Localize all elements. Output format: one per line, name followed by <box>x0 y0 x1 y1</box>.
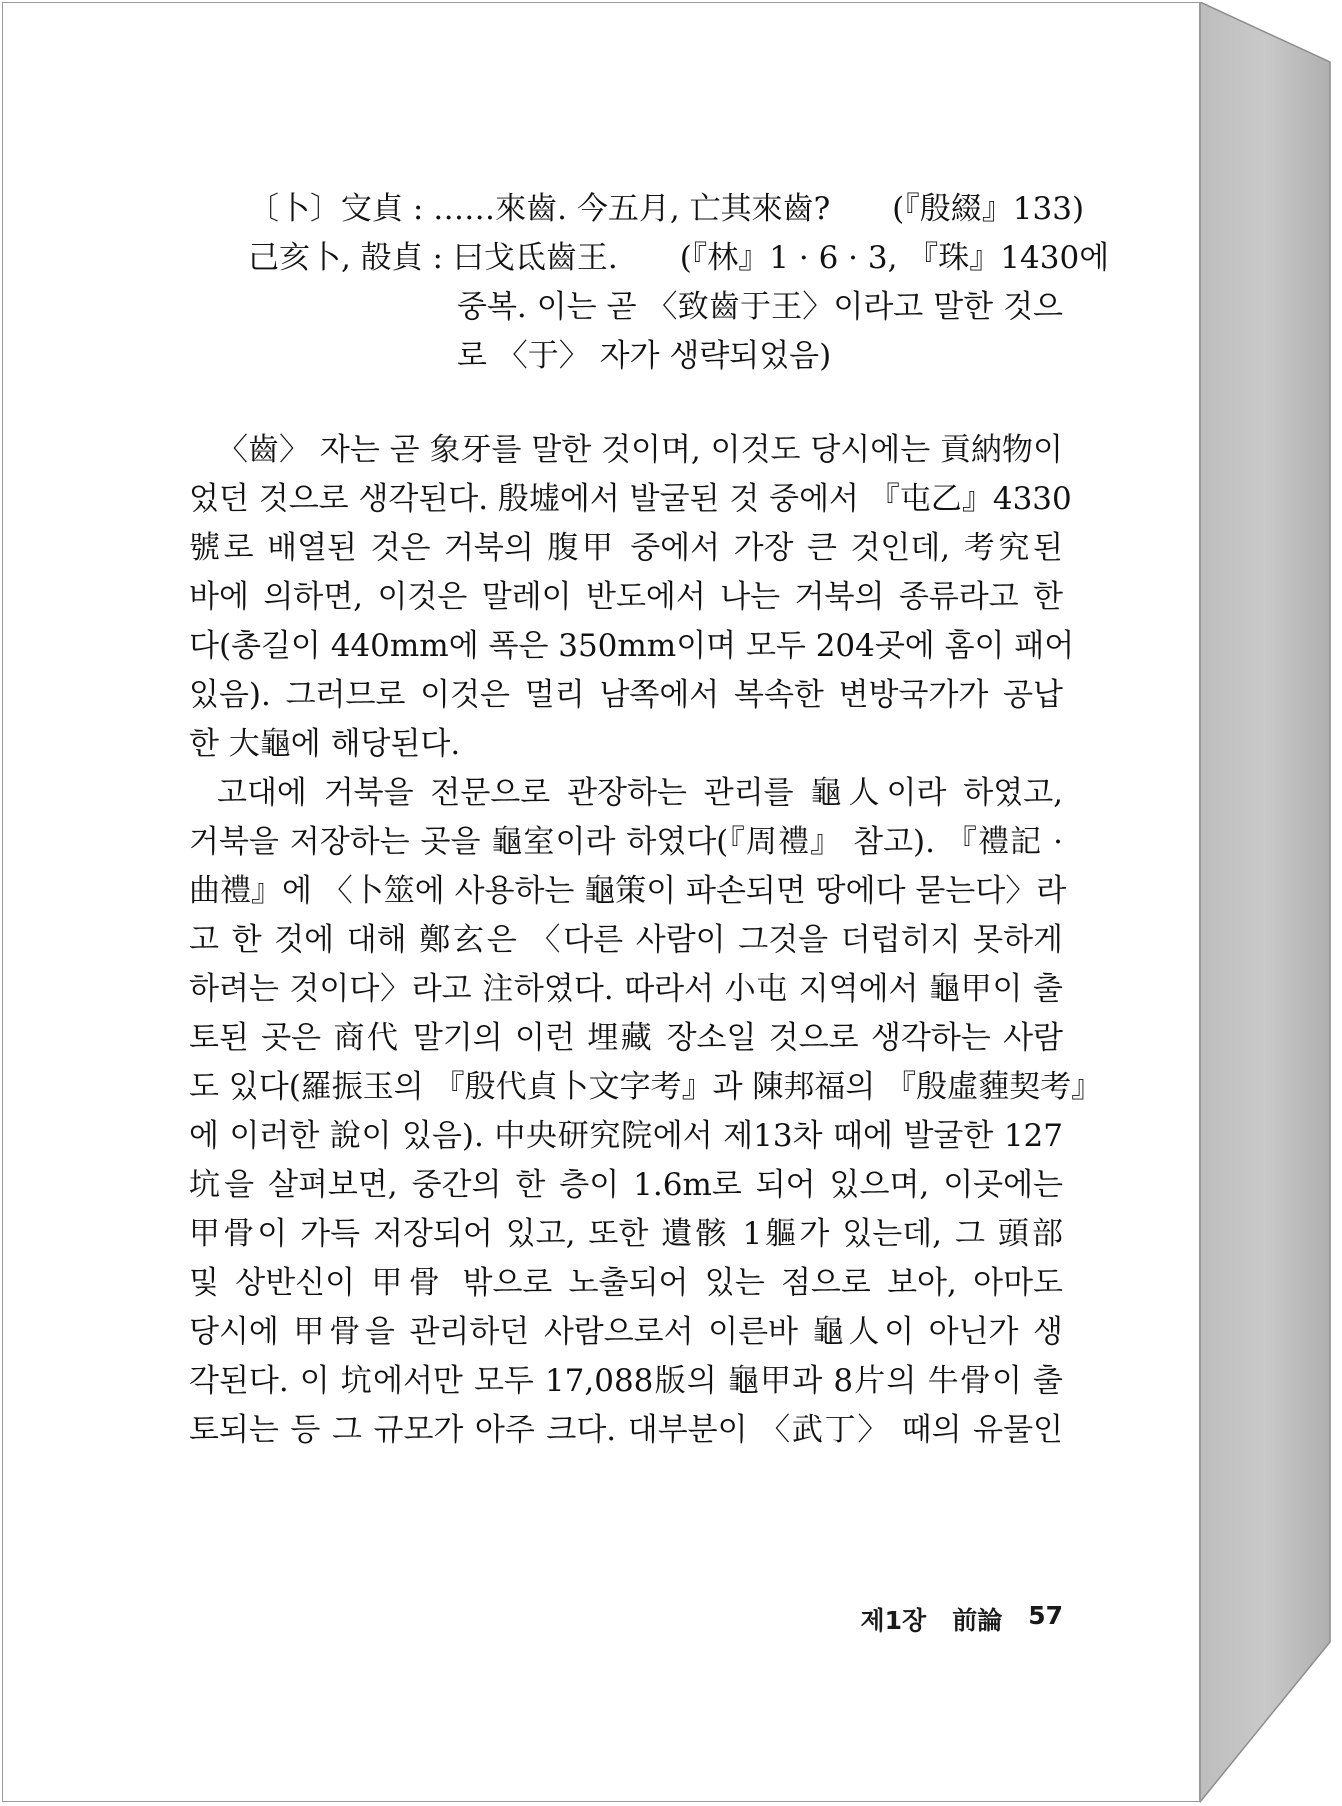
body-line: 하려는 것이다〉라고 注하였다. 따라서 小屯 지역에서 龜甲이 출 <box>189 971 1063 1007</box>
footer-chapter: 제1장 <box>860 1606 927 1635</box>
page-footer <box>853 1601 1063 1637</box>
body-line: 甲骨이 가득 저장되어 있고, 또한 遺骸 1軀가 있는데, 그 頭部 <box>189 1216 1063 1252</box>
body-line: 도 있다(羅振玉의 『殷代貞卜文字考』과 陳邦福의 『殷虛薶契考』 <box>189 1069 1103 1105</box>
body-line: 〈齒〉 자는 곧 象牙를 말한 것이며, 이것도 당시에는 貢納物이 <box>217 432 1063 468</box>
body-line: 각된다. 이 坑에서만 모두 17,088版의 龜甲과 8片의 牛骨이 출 <box>189 1363 1063 1399</box>
body-line: 號로 배열된 것은 거북의 腹甲 중에서 가장 큰 것인데, 考究된 <box>189 530 1063 566</box>
page-edge-shading <box>1200 2 1340 1804</box>
body-line: 고 한 것에 대해 鄭玄은 〈다른 사람이 그것을 더럽히지 못하게 <box>189 922 1063 958</box>
quote-line: 己亥卜, 㱿貞 : 曰戈氐齒王. (『林』1 · 6 · 3, 『珠』1430에 <box>248 240 1110 276</box>
body-line: 토되는 등 그 규모가 아주 크다. 대부분이 〈武丁〉 때의 유물인 <box>189 1412 1063 1448</box>
body-line: 坑을 살펴보면, 중간의 한 층이 1.6m로 되어 있으며, 이곳에는 <box>189 1167 1063 1203</box>
body-line: 다(총길이 440mm에 폭은 350mm이며 모두 204곳에 홈이 패어 <box>189 628 1075 664</box>
book-page <box>2 2 1200 1802</box>
quote-line: 로 〈于〉 자가 생략되었음) <box>457 338 832 374</box>
book-page-edge <box>1200 2 1340 1804</box>
body-line: 바에 의하면, 이것은 말레이 반도에서 나는 거북의 종류라고 한 <box>189 579 1063 615</box>
body-line: 고대에 거북을 전문으로 관장하는 관리를 龜人이라 하였고, <box>217 775 1063 811</box>
page-number: 57 <box>1028 1601 1063 1630</box>
body-line: 었던 것으로 생각된다. 殷墟에서 발굴된 것 중에서 『屯乙』4330 <box>189 481 1072 517</box>
body-line: 거북을 저장하는 곳을 龜室이라 하였다(『周禮』 참고). 『禮記 · <box>189 824 1063 860</box>
body-line: 당시에 甲骨을 관리하던 사람으로서 이른바 龜人이 아닌가 생 <box>189 1314 1063 1350</box>
body-line: 토된 곳은 商代 말기의 이런 埋藏 장소일 것으로 생각하는 사람 <box>189 1020 1063 1056</box>
body-line: 한 大龜에 해당된다. <box>189 726 461 762</box>
quote-line: 중복. 이는 곧 〈致齒于王〉이라고 말한 것으 <box>457 289 1063 325</box>
quote-line: 〔卜〕㝊貞 : ……來齒. 今五月, 亡其來齒? (『殷綴』133) <box>248 191 1085 227</box>
body-line: 있음). 그러므로 이것은 멀리 남쪽에서 복속한 변방국가가 공납 <box>189 677 1063 713</box>
body-line: 曲禮』에 〈卜筮에 사용하는 龜策이 파손되면 땅에다 묻는다〉라 <box>189 873 1067 909</box>
footer-section: 前論 <box>952 1606 1003 1635</box>
body-line: 에 이러한 說이 있음). 中央研究院에서 제13차 때에 발굴한 127 <box>189 1118 1063 1154</box>
body-line: 및 상반신이 甲骨 밖으로 노출되어 있는 점으로 보아, 아마도 <box>189 1265 1063 1301</box>
